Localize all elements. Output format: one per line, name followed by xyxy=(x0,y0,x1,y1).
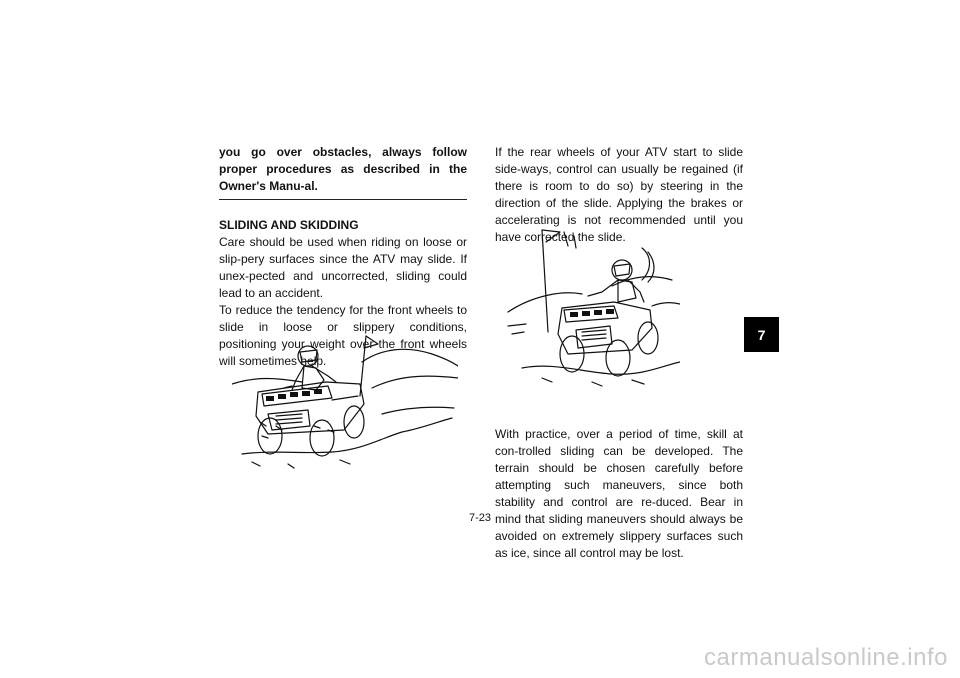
warning-divider xyxy=(219,199,467,200)
atv-front-weight-illustration xyxy=(232,318,458,474)
hill-line xyxy=(232,379,302,385)
atv-slide-illustration xyxy=(502,222,680,390)
hill-line xyxy=(652,303,680,306)
warning-continuation: you go over obstacles, always follow proper procedures as described in the Owner's Manu-al. xyxy=(219,145,467,193)
hill-line xyxy=(382,407,454,414)
watermark: carmanualsonline.info xyxy=(704,644,948,671)
hill-line xyxy=(612,277,672,286)
hill-line xyxy=(362,349,458,366)
body-paragraph-4: With practice, over a period of time, skill at con-trolled sliding can be developed. The terrain should be chosen carefully before attempting such maneuvers, since both stability and control are re-duced. Bear in mind that sliding maneuvers should always be avoided on extremely slippery surfaces such as ice, since all control may be lost. xyxy=(495,427,743,560)
body-paragraph-1: Care should be used when riding on loose or slip-pery surfaces since the ATV may slide. If unex-pected and uncorrected, sliding could lead to an accident. xyxy=(219,235,467,300)
body-paragraph-3: If the rear wheels of your ATV start to slide side-ways, control can usually be regained (if there is room to do so) by steering in the direction of the slide. Applying the brakes or accelerating is not recommended until you have corrected the slide. xyxy=(495,145,743,244)
body-paragraph-2: To reduce the tendency for the front wheels to slide in loose or slippery conditions, positioning your weight over the front wheels will sometimes help. xyxy=(219,303,467,368)
hill-line xyxy=(372,376,458,388)
page-number: 7-23 xyxy=(468,512,492,524)
section-heading: SLIDING AND SKIDDING xyxy=(219,218,359,232)
chapter-tab: 7 xyxy=(744,317,779,352)
